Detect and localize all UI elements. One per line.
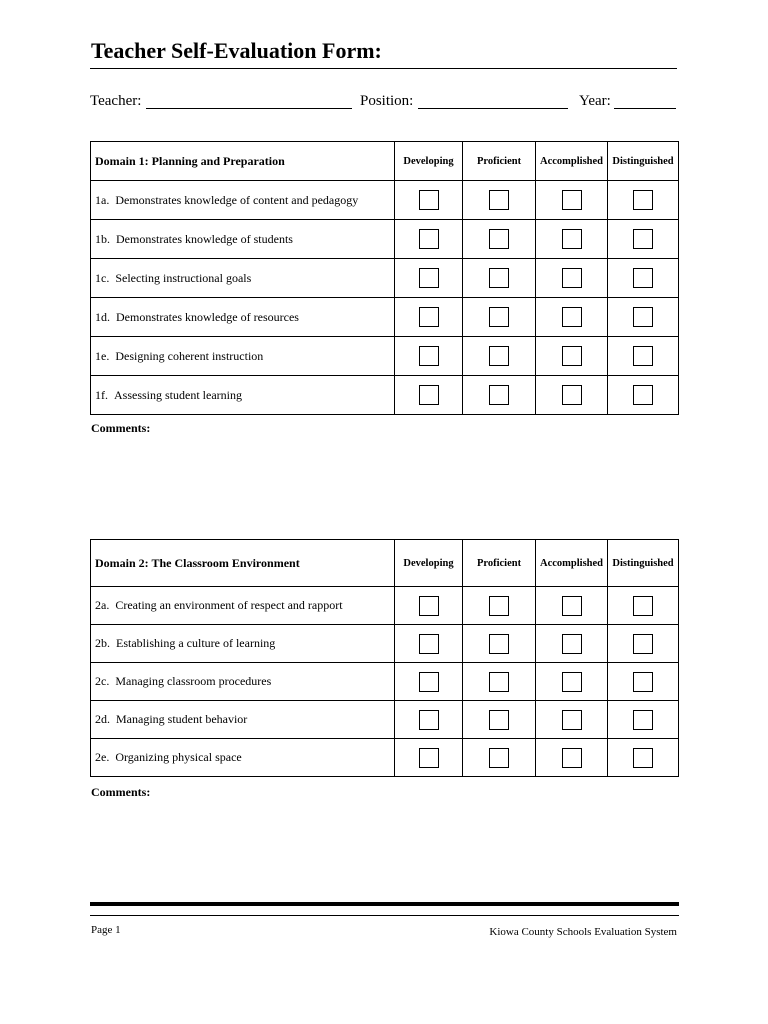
table-row: [91, 181, 679, 220]
table-row: [91, 739, 679, 777]
checkbox-proficient[interactable]: [489, 672, 509, 692]
rating-cell-distinguished: [608, 337, 679, 376]
col-distinguished: Distinguished: [608, 540, 679, 587]
rating-cell-proficient: [463, 587, 536, 625]
criterion-label: [91, 663, 395, 701]
table-row: [91, 337, 679, 376]
domain2-comments-label: Comments:: [91, 785, 151, 799]
criterion-text: Demonstrates knowledge of students: [116, 231, 293, 246]
checkbox-accomplished[interactable]: [562, 385, 582, 405]
table-row: [91, 663, 679, 701]
rating-cell-developing: [395, 181, 463, 220]
criterion-text: Demonstrates knowledge of content and pedagogy: [115, 192, 359, 207]
checkbox-developing[interactable]: [419, 385, 439, 405]
rating-cell-developing: [395, 663, 463, 701]
checkbox-developing[interactable]: [419, 596, 439, 616]
checkbox-accomplished[interactable]: [562, 634, 582, 654]
domain1-heading: Domain 1: Planning and Preparation: [91, 142, 395, 181]
checkbox-accomplished[interactable]: [562, 346, 582, 366]
criterion-label: [91, 625, 395, 663]
rating-cell-accomplished: [536, 701, 608, 739]
criterion-text: Designing coherent instruction: [115, 348, 264, 363]
col-proficient: Proficient: [463, 540, 536, 587]
rating-cell-proficient: [463, 625, 536, 663]
year-field[interactable]: [614, 108, 676, 109]
checkbox-accomplished[interactable]: [562, 672, 582, 692]
rating-cell-distinguished: [608, 587, 679, 625]
criterion-text: Creating an environment of respect and rapport: [115, 598, 343, 612]
checkbox-distinguished[interactable]: [633, 748, 653, 768]
domain2-rows: [91, 587, 679, 777]
criterion-code: 1b.: [95, 231, 110, 246]
table-row: [91, 298, 679, 337]
criterion-label: [91, 376, 395, 415]
col-developing: Developing: [395, 142, 463, 181]
checkbox-proficient[interactable]: [489, 268, 509, 288]
criterion-code: 1a.: [95, 192, 110, 207]
checkbox-developing[interactable]: [419, 672, 439, 692]
rating-cell-distinguished: [608, 220, 679, 259]
criterion-code: 2a.: [95, 598, 110, 612]
criterion-code: 2b.: [95, 636, 110, 650]
criterion-label: [91, 220, 395, 259]
rating-cell-developing: [395, 376, 463, 415]
checkbox-proficient[interactable]: [489, 307, 509, 327]
checkbox-proficient[interactable]: [489, 385, 509, 405]
checkbox-developing[interactable]: [419, 710, 439, 730]
table-row: [91, 376, 679, 415]
col-accomplished: Accomplished: [536, 142, 608, 181]
domain2-table: [90, 539, 679, 777]
rating-cell-distinguished: [608, 376, 679, 415]
criterion-label: [91, 701, 395, 739]
table-row: [91, 625, 679, 663]
position-field[interactable]: [418, 108, 568, 109]
rating-cell-proficient: [463, 220, 536, 259]
footer-rule-thick: [90, 902, 679, 906]
rating-cell-accomplished: [536, 259, 608, 298]
table-row: [91, 587, 679, 625]
rating-cell-proficient: [463, 701, 536, 739]
rating-cell-accomplished: [536, 337, 608, 376]
rating-cell-developing: [395, 259, 463, 298]
rating-cell-developing: [395, 739, 463, 777]
checkbox-distinguished[interactable]: [633, 268, 653, 288]
table-row: [91, 259, 679, 298]
organization-name: Kiowa County Schools Evaluation System: [489, 926, 677, 938]
rating-cell-accomplished: [536, 739, 608, 777]
rating-cell-distinguished: [608, 663, 679, 701]
domain1-table: [90, 141, 679, 415]
page-number: Page 1: [91, 924, 121, 936]
position-label: Position:: [360, 93, 414, 109]
checkbox-accomplished[interactable]: [562, 307, 582, 327]
checkbox-proficient[interactable]: [489, 710, 509, 730]
checkbox-distinguished[interactable]: [633, 710, 653, 730]
teacher-field[interactable]: [146, 108, 352, 109]
checkbox-distinguished[interactable]: [633, 229, 653, 249]
table-row: [91, 701, 679, 739]
rating-cell-proficient: [463, 259, 536, 298]
checkbox-developing[interactable]: [419, 748, 439, 768]
criterion-label: [91, 181, 395, 220]
year-label: Year:: [579, 93, 611, 109]
rating-cell-proficient: [463, 337, 536, 376]
criterion-text: Managing classroom procedures: [115, 674, 272, 688]
rating-cell-distinguished: [608, 298, 679, 337]
rating-cell-developing: [395, 587, 463, 625]
criterion-text: Establishing a culture of learning: [116, 636, 276, 650]
checkbox-accomplished[interactable]: [562, 748, 582, 768]
criterion-code: 1f.: [95, 387, 108, 402]
rating-cell-accomplished: [536, 181, 608, 220]
checkbox-distinguished[interactable]: [633, 346, 653, 366]
checkbox-accomplished[interactable]: [562, 596, 582, 616]
checkbox-distinguished[interactable]: [633, 385, 653, 405]
rating-cell-accomplished: [536, 376, 608, 415]
rating-cell-distinguished: [608, 625, 679, 663]
rating-cell-developing: [395, 337, 463, 376]
checkbox-proficient[interactable]: [489, 346, 509, 366]
rating-cell-proficient: [463, 739, 536, 777]
rating-cell-proficient: [463, 181, 536, 220]
rating-cell-proficient: [463, 663, 536, 701]
table-row: [91, 220, 679, 259]
col-developing: Developing: [395, 540, 463, 587]
checkbox-proficient[interactable]: [489, 596, 509, 616]
rating-cell-developing: [395, 298, 463, 337]
rating-cell-distinguished: [608, 739, 679, 777]
checkbox-proficient[interactable]: [489, 229, 509, 249]
criterion-label: [91, 739, 395, 777]
checkbox-distinguished[interactable]: [633, 672, 653, 692]
criterion-code: 1e.: [95, 348, 110, 363]
rating-cell-distinguished: [608, 259, 679, 298]
col-accomplished: Accomplished: [536, 540, 608, 587]
rating-cell-accomplished: [536, 298, 608, 337]
rating-cell-proficient: [463, 298, 536, 337]
domain2-heading: Domain 2: The Classroom Environment: [91, 540, 395, 587]
teacher-label: Teacher:: [90, 93, 142, 109]
checkbox-proficient[interactable]: [489, 190, 509, 210]
rating-cell-developing: [395, 220, 463, 259]
rating-cell-distinguished: [608, 701, 679, 739]
rating-cell-proficient: [463, 376, 536, 415]
checkbox-accomplished[interactable]: [562, 229, 582, 249]
criterion-code: 2c.: [95, 674, 110, 688]
rating-cell-accomplished: [536, 663, 608, 701]
checkbox-proficient[interactable]: [489, 748, 509, 768]
criterion-text: Assessing student learning: [114, 387, 242, 402]
checkbox-distinguished[interactable]: [633, 307, 653, 327]
rating-cell-distinguished: [608, 181, 679, 220]
checkbox-distinguished[interactable]: [633, 634, 653, 654]
rating-cell-accomplished: [536, 587, 608, 625]
criterion-code: 2d.: [95, 712, 110, 726]
criterion-label: [91, 587, 395, 625]
checkbox-developing[interactable]: [419, 307, 439, 327]
checkbox-developing[interactable]: [419, 634, 439, 654]
col-distinguished: Distinguished: [608, 142, 679, 181]
checkbox-accomplished[interactable]: [562, 268, 582, 288]
domain1-comments-label: Comments:: [91, 421, 151, 435]
criterion-label: [91, 337, 395, 376]
criterion-text: Demonstrates knowledge of resources: [116, 309, 299, 324]
rating-cell-developing: [395, 625, 463, 663]
checkbox-developing[interactable]: [419, 346, 439, 366]
rating-cell-accomplished: [536, 220, 608, 259]
checkbox-distinguished[interactable]: [633, 190, 653, 210]
form-title: Teacher Self-Evaluation Form:: [91, 38, 382, 63]
rating-cell-accomplished: [536, 625, 608, 663]
checkbox-accomplished[interactable]: [562, 190, 582, 210]
criterion-text: Managing student behavior: [116, 712, 248, 726]
checkbox-distinguished[interactable]: [633, 596, 653, 616]
checkbox-accomplished[interactable]: [562, 710, 582, 730]
criterion-code: 1c.: [95, 270, 110, 285]
checkbox-developing[interactable]: [419, 229, 439, 249]
criterion-label: [91, 298, 395, 337]
criterion-code: 1d.: [95, 309, 110, 324]
criterion-label: [91, 259, 395, 298]
criterion-text: Organizing physical space: [115, 750, 242, 764]
criterion-code: 2e.: [95, 750, 110, 764]
checkbox-proficient[interactable]: [489, 634, 509, 654]
rating-cell-developing: [395, 701, 463, 739]
criterion-text: Selecting instructional goals: [115, 270, 252, 285]
checkbox-developing[interactable]: [419, 268, 439, 288]
domain1-rows: [91, 181, 679, 415]
checkbox-developing[interactable]: [419, 190, 439, 210]
col-proficient: Proficient: [463, 142, 536, 181]
footer-rule-thin: [90, 915, 679, 916]
title-rule: [90, 68, 677, 69]
